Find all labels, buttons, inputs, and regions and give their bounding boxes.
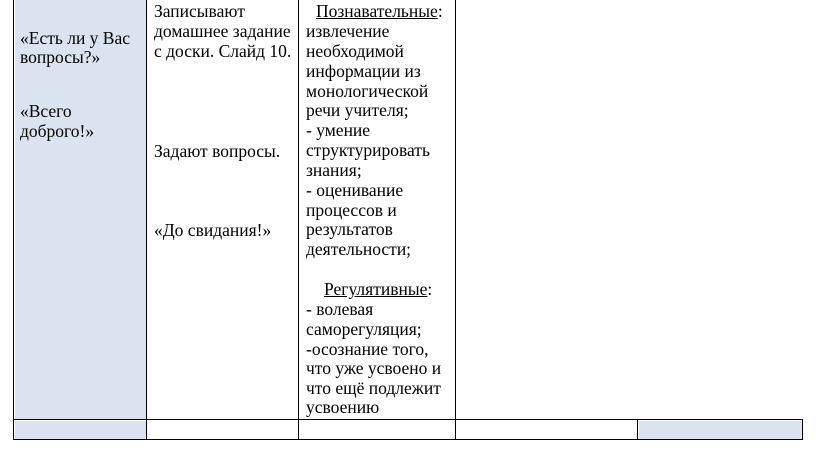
- cognitive-line: - умение: [306, 120, 371, 140]
- cognitive-line: монологической: [306, 81, 429, 101]
- cognitive-line: процессов и: [306, 200, 397, 220]
- student-homework-line: домашнее задание: [154, 21, 291, 41]
- regulatory-heading-colon: :: [427, 279, 433, 299]
- regulatory-heading: [324, 280, 432, 300]
- border-h-bottom: [13, 439, 803, 440]
- cognitive-line: необходимой: [306, 41, 404, 61]
- student-homework-line: с доски. Слайд 10.: [154, 41, 292, 61]
- border-v-2: [298, 0, 299, 440]
- regulatory-line: усвоению: [306, 397, 380, 417]
- cognitive-heading-text: Познавательные: [316, 1, 438, 21]
- student-homework-line: Записывают: [154, 1, 245, 21]
- student-ask: Задают вопросы.: [154, 141, 281, 161]
- regulatory-heading-text: Регулятивные: [324, 279, 428, 299]
- cognitive-line: структурировать: [306, 140, 430, 160]
- cognitive-line: речи учителя;: [306, 100, 409, 120]
- teacher-farewell-line: «Всего: [20, 101, 72, 121]
- regulatory-line: что ещё подлежит: [306, 378, 441, 398]
- cognitive-line: извлечение: [306, 21, 390, 41]
- shaded-bottom-cell-2: [639, 421, 802, 439]
- regulatory-line: что уже усвоено и: [306, 358, 442, 378]
- border-v-5: [802, 420, 803, 440]
- cognitive-line: знания;: [306, 160, 362, 180]
- regulatory-line: -осознание того,: [306, 339, 429, 359]
- regulatory-line: - волевая: [306, 299, 374, 319]
- student-goodbye: «До свидания!»: [154, 220, 272, 240]
- teacher-farewell-line: доброго!»: [20, 121, 95, 141]
- cognitive-line: - оценивание: [306, 180, 404, 200]
- border-h-row-end: [13, 419, 803, 420]
- border-v-4: [637, 420, 638, 440]
- teacher-question-line: «Есть ли у Вас: [20, 28, 131, 48]
- cognitive-heading: [316, 2, 443, 22]
- regulatory-line: саморегуляция;: [306, 319, 422, 339]
- border-v-3: [455, 0, 456, 440]
- shaded-bottom-cell-1: [15, 421, 146, 439]
- border-v-0: [13, 0, 14, 440]
- teacher-question-line: вопросы?»: [20, 47, 101, 67]
- border-v-1: [146, 0, 147, 440]
- cognitive-line: деятельности;: [306, 239, 412, 259]
- cognitive-line: результатов: [306, 219, 393, 239]
- cognitive-line: информации из: [306, 61, 421, 81]
- cognitive-heading-colon: :: [437, 1, 443, 21]
